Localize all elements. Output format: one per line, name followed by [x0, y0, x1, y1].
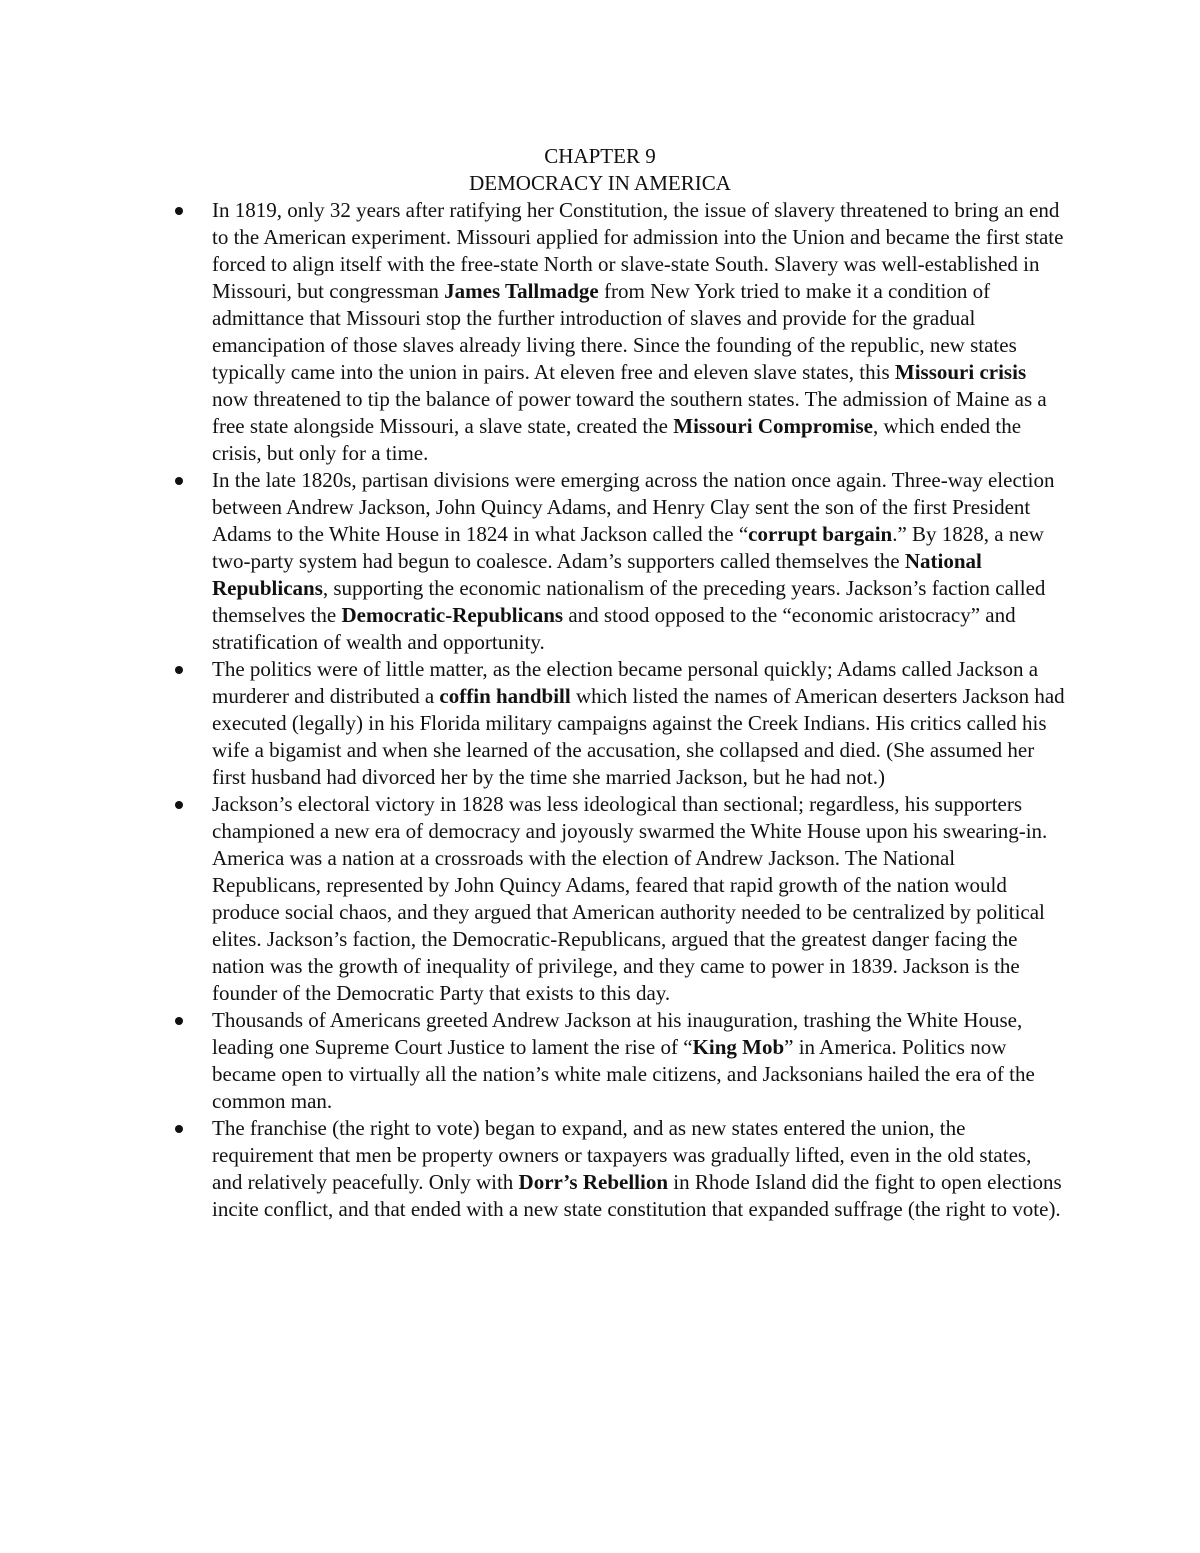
- key-term: Missouri crisis: [894, 360, 1027, 384]
- bullet-item: [170, 1115, 1065, 1223]
- bullet-icon: [175, 207, 183, 215]
- bullet-text: In the late 1820s, partisan divisions were emerging across the nation once again. Three-way election between Andrew Jackson, John Quincy Adams, and Henry Clay sent the son of the first President Adams to the White House in 1824 in what Jackson called the “corrupt bargain.” By 1828, a new two-party system had begun to coalesce. Adam’s supporters called themselves the National Republicans, supporting the economic nationalism of the preceding years. Jackson’s faction called themselves the Democratic-Republicans and stood opposed to the “economic aristocracy” and stratification of wealth and opportunity.: [212, 468, 1055, 654]
- key-term: corrupt bargain: [748, 522, 893, 546]
- key-term: National Republicans: [212, 549, 982, 600]
- bullet-item: [170, 1007, 1065, 1115]
- key-term: King Mob: [692, 1035, 785, 1059]
- bullet-text: The politics were of little matter, as the election became personal quickly; Adams called Jackson a murderer and distributed a coffin handbill which listed the names of American deserters Jackson had executed (legally) in his Florida military campaigns against the Creek Indians. His critics called his wife a bigamist and when she learned of the accusation, she collapsed and died. (She assumed her first husband had divorced her by the time she married Jackson, but he had not.): [212, 657, 1065, 789]
- bullet-icon: [175, 801, 183, 809]
- key-term: Democratic-Republicans: [341, 603, 564, 627]
- bullet-icon: [175, 666, 183, 674]
- key-term: Dorr’s Rebellion: [518, 1170, 669, 1194]
- chapter-title: DEMOCRACY IN AMERICA: [469, 171, 731, 195]
- chapter-heading: CHAPTER 9: [544, 144, 656, 168]
- bullet-item: [170, 791, 1065, 1007]
- bullet-text: The franchise (the right to vote) began to expand, and as new states entered the union, the requirement that men be property owners or taxpayers was gradually lifted, even in the old states, and relatively peacefully. Only with Dorr’s Rebellion in Rhode Island did the fight to open elections incite conflict, and that ended with a new state constitution that expanded suffrage (the right to vote).: [212, 1116, 1062, 1221]
- bullet-icon: [175, 1017, 183, 1025]
- bullet-icon: [175, 477, 183, 485]
- key-term: James Tallmadge: [444, 279, 599, 303]
- key-term: Missouri Compromise: [673, 414, 873, 438]
- bullet-item: [170, 656, 1065, 791]
- bullet-text: In 1819, only 32 years after ratifying her Constitution, the issue of slavery threatened to bring an end to the American experiment. Missouri applied for admission into the Union and became the first state forced to align itself with the free-state North or slave-state South. Slavery was well-established in Missouri, but congressman James Tallmadge from New York tried to make it a condition of admittance that Missouri stop the further introduction of slaves and provide for the gradual emancipation of those slaves already living there. Since the founding of the republic, new states typically came into the union in pairs. At eleven free and eleven slave states, this Missouri crisis now threatened to tip the balance of power toward the southern states. The admission of Maine as a free state alongside Missouri, a slave state, created the Missouri Compromise, which ended the crisis, but only for a time.: [212, 198, 1064, 465]
- bullet-item: [170, 467, 1065, 656]
- bullet-list: [170, 197, 1065, 1223]
- bullet-text: Jackson’s electoral victory in 1828 was less ideological than sectional; regardless, his supporters championed a new era of democracy and joyously swarmed the White House upon his swearing-in. America was a nation at a crossroads with the election of Andrew Jackson. The National Republicans, represented by John Quincy Adams, feared that rapid growth of the nation would produce social chaos, and they argued that American authority needed to be centralized by political elites. Jackson’s faction, the Democratic-Republicans, argued that the greatest danger facing the nation was the growth of inequality of privilege, and they came to power in 1839. Jackson is the founder of the Democratic Party that exists to this day.: [212, 792, 1048, 1005]
- bullet-icon: [175, 1125, 183, 1133]
- key-term: coffin handbill: [439, 684, 571, 708]
- title-block: [0, 143, 1200, 197]
- bullet-item: [170, 197, 1065, 467]
- bullet-text: Thousands of Americans greeted Andrew Jackson at his inauguration, trashing the White House, leading one Supreme Court Justice to lament the rise of “King Mob” in America. Politics now became open to virtually all the nation’s white male citizens, and Jacksonians hailed the era of the common man.: [212, 1008, 1035, 1113]
